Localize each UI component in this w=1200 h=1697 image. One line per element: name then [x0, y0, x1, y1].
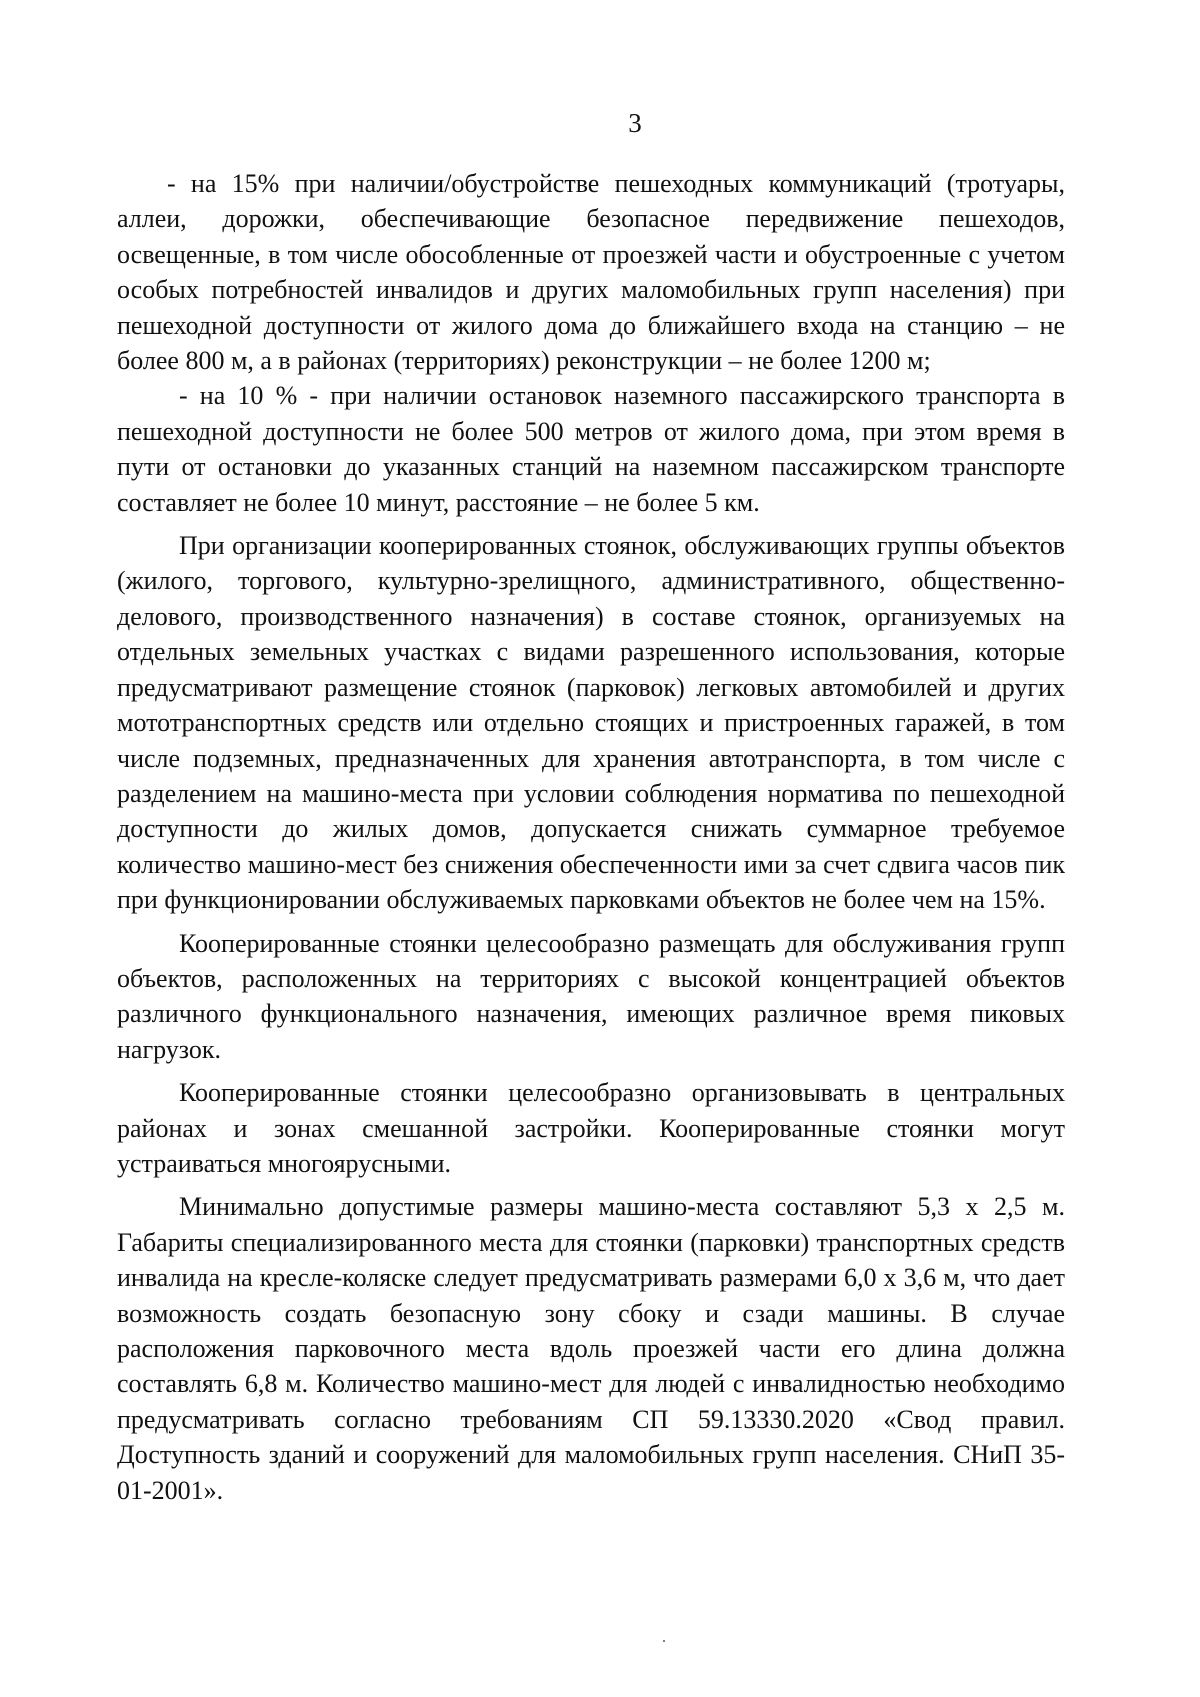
list-item-10-percent: - на 10 % - при наличии остановок наземного пассажирского транспорта в пешеходной доступности не более 500 метров от жилого дома, при этом время в пути от остановки до указанных станций на наземном пассажирском транспорте составляет не более 10 минут, расстояние – не более 5 км. [117, 381, 1065, 517]
document-body [117, 166, 1065, 1508]
list-item-15-percent: - на 15% при наличии/обустройстве пешеходных коммуникаций (тротуары, аллеи, дорожки, обеспечивающие безопасное передвижение пешеходов, освещенные, в том числе обособленные от проезжей части и обустроенные с учетом особых потребностей инвалидов и других маломобильных групп населения) при пешеходной доступности от жилого дома до ближайшего входа на станцию – не более 800 м, а в районах (территориях) реконструкции – не более 1200 м; [117, 169, 1065, 376]
paragraph-cooperative-parking-placement: Кооперированные стоянки целесообразно размещать для обслуживания групп объектов, расположенных на территориях с высокой концентрацией объектов различного функционального назначения, имеющих различное время пиковых нагрузок. [117, 928, 1065, 1064]
page-number: 3 [628, 108, 642, 138]
paragraph-cooperative-parking-zones: Кооперированные стоянки целесообразно организовывать в центральных районах и зонах смешанной застройки. Кооперированные стоянки могут устраиваться многоярусными. [117, 1078, 1065, 1178]
paragraph-cooperative-parking-reduction: При организации кооперированных стоянок, обслуживающих группы объектов (жилого, торгового, культурно-зрелищного, административного, общественно-делового, производственного назначения) в составе стоянок, организуемых на отдельных земельных участках с видами разрешенного использования, которые предусматривают размещение стоянок (парковок) легковых автомобилей и других мототранспортных средств или отдельно стоящих и пристроенных гаражей, в том числе подземных, предназначенных для хранения автотранспорта, в том числе с разделением на машино-места при условии соблюдения норматива по пешеходной доступности до жилых домов, допускается снижать суммарное требуемое количество машино-мест без снижения обеспеченности ими за счет сдвига часов пик при функционировании обслуживаемых парковками объектов не более чем на 15%. [117, 531, 1065, 915]
scan-speck [663, 1640, 665, 1642]
paragraph-parking-space-dimensions: Минимально допустимые размеры машино-места составляют 5,3 х 2,5 м. Габариты специализированного места для стоянки (парковки) транспортных средств инвалида на кресле-коляске следует предусматривать размерами 6,0 х 3,6 м, что дает возможность создать безопасную зону сбоку и сзади машины. В случае расположения парковочного места вдоль проезжей части его длина должна составлять 6,8 м. Количество машино-мест для людей с инвалидностью необходимо предусматривать согласно требованиям СП 59.13330.2020 «Свод правил. Доступность зданий и сооружений для маломобильных групп населения. СНиП 35-01-2001». [117, 1192, 1065, 1505]
